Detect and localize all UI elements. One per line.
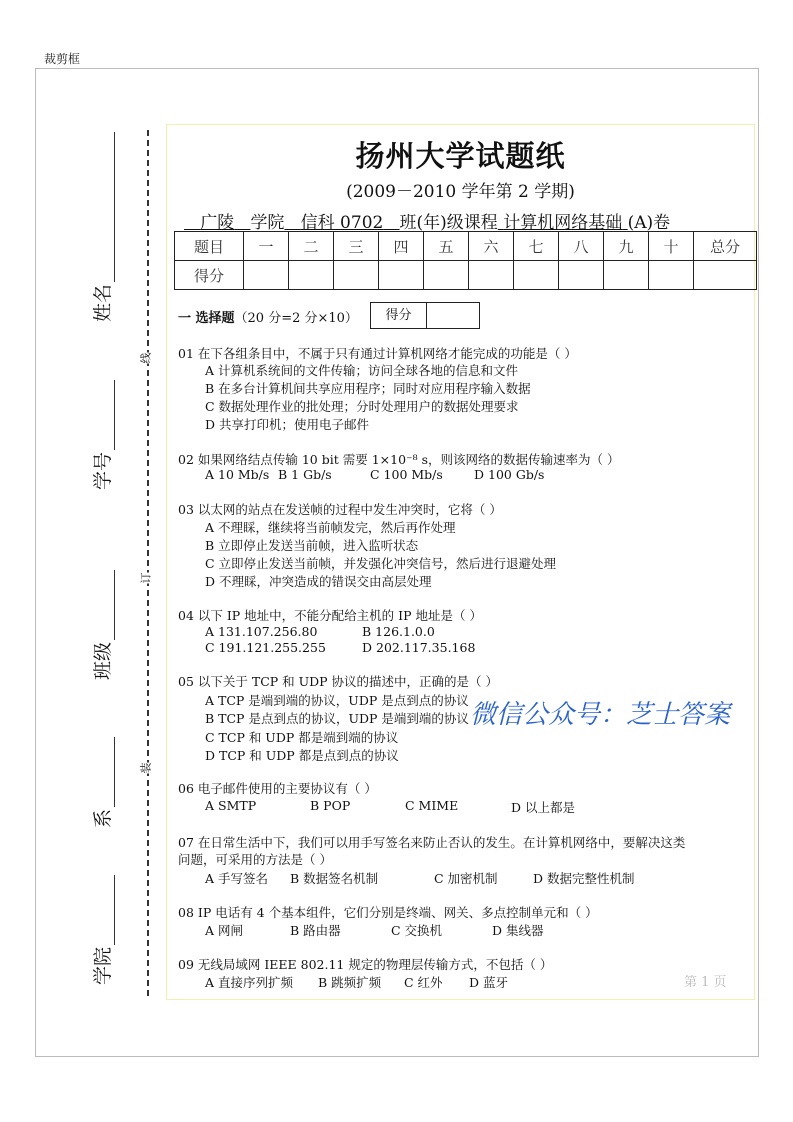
score-cell [289, 261, 334, 290]
course-value: 计算机网络基础 [503, 213, 623, 233]
section-title: 一 选择题 [178, 311, 235, 326]
question-stem: 01 在下各组条目中，不属于只有通过计算机网络才能完成的功能是（ ） [178, 346, 577, 361]
binding-mark-zhuang: 装 [139, 762, 153, 774]
blank [114, 380, 115, 450]
score-label: 得分 [371, 303, 427, 328]
binding-field-college [88, 875, 115, 985]
answer-option: A 10 Mb/s [205, 467, 270, 482]
answer-option: C MIME [405, 798, 459, 813]
answer-option: A 不理睬，继续将当前帧发完，然后再作处理 [205, 520, 456, 535]
answer-option: C 交换机 [391, 923, 443, 938]
answer-option: C 红外 [404, 975, 443, 990]
score-table-header-row [175, 232, 757, 261]
question-stem: 08 IP 电话有 4 个基本组件，它们分别是终端、网关、多点控制单元和（ ） [178, 905, 598, 920]
answer-option: B 1 Gb/s [278, 467, 332, 482]
score-cell [424, 261, 469, 290]
score-table-header: 题目 [175, 232, 244, 261]
college-label: 学院 [250, 213, 285, 233]
binding-field-name [88, 132, 115, 322]
answer-option: D 202.117.35.168 [362, 640, 476, 655]
answer-option: B 立即停止发送当前帧，进入监听状态 [205, 538, 419, 553]
score-cell [694, 261, 757, 290]
answer-option: D 共享打印机；使用电子邮件 [205, 417, 369, 432]
score-cell [604, 261, 649, 290]
answer-option: C 立即停止发送当前帧，并发强化冲突信号，然后进行退避处理 [205, 556, 557, 571]
score-table-header: 十 [649, 232, 694, 261]
label: 学院 [92, 946, 114, 985]
label: 姓名 [92, 283, 114, 322]
answer-option: A 直接序列扩频 [205, 975, 294, 990]
answer-option: A 131.107.256.80 [205, 624, 318, 639]
answer-option: C 100 Mb/s [370, 467, 443, 482]
question-stem-continued: 问题，可采用的方法是（ ） [178, 852, 332, 867]
answer-option: A TCP 是端到端的协议，UDP 是点到点的协议 [205, 693, 469, 708]
answer-option: B 在多台计算机间共享应用程序；同时对应用程序输入数据 [205, 381, 531, 396]
score-cell [559, 261, 604, 290]
answer-option: D 数据完整性机制 [533, 871, 635, 886]
answer-option: C TCP 和 UDP 都是端到端的协议 [205, 730, 399, 745]
question-stem: 03 以太网的站点在发送帧的过程中发生冲突时，它将（ ） [178, 502, 502, 517]
section-heading [178, 307, 358, 326]
class-value: 信科 0702 [300, 213, 384, 233]
answer-option: C 加密机制 [434, 871, 498, 886]
section-score-box [370, 302, 480, 329]
score-table [174, 231, 757, 290]
blank [114, 132, 115, 282]
score-cell [244, 261, 289, 290]
score-table-header: 六 [469, 232, 514, 261]
watermark: 微信公众号：芝士答案 [470, 700, 731, 730]
score-table-header: 九 [604, 232, 649, 261]
binding-mark-ding: 订 [139, 572, 153, 584]
score-cell [514, 261, 559, 290]
binding-field-student-id [88, 380, 115, 490]
score-table-header: 七 [514, 232, 559, 261]
binding-mark-xian: 线 [139, 352, 153, 364]
score-table-score-row [175, 261, 757, 290]
answer-option: A SMTP [205, 798, 257, 813]
answer-option: B 数据签名机制 [290, 871, 379, 886]
class-label: 班(年)级课程 [399, 213, 498, 233]
answer-option: B TCP 是点到点的协议，UDP 是端到端的协议 [205, 711, 469, 726]
question-stem: 07 在日常生活中下，我们可以用手写签名来防止否认的发生。在计算机网络中，要解决这类 [178, 835, 686, 850]
score-cell [379, 261, 424, 290]
crop-frame-label: 裁剪框 [44, 52, 81, 66]
answer-option: D 蓝牙 [469, 975, 508, 990]
score-table-header: 八 [559, 232, 604, 261]
score-table-header: 二 [289, 232, 334, 261]
answer-option: D 集线器 [492, 923, 544, 938]
binding-field-class [88, 570, 115, 680]
answer-option: D 100 Gb/s [474, 467, 545, 482]
college-value: 广陵 [200, 213, 235, 233]
answer-option: D 以上都是 [511, 800, 575, 815]
score-table-header: 总分 [694, 232, 757, 261]
answer-option: B 路由器 [290, 923, 341, 938]
answer-option: B 126.1.0.0 [362, 624, 435, 639]
page-number: 第 1 页 [684, 975, 727, 990]
answer-option: B 跳频扩频 [318, 975, 382, 990]
answer-option: D TCP 和 UDP 都是点到点的协议 [205, 748, 399, 763]
question-stem: 05 以下关于 TCP 和 UDP 协议的描述中，正确的是（ ） [178, 674, 499, 689]
score-row-label: 得分 [175, 261, 244, 290]
label: 学号 [92, 451, 114, 490]
answer-option: B POP [310, 798, 351, 813]
question-stem: 02 如果网络结点传输 10 bit 需要 1×10⁻⁸ s，则该网络的数据传输速率为（ ） [178, 452, 620, 467]
answer-option: A 网闸 [205, 923, 244, 938]
binding-field-department [88, 737, 115, 828]
semester: (2009－2010 学年第 2 学期) [346, 182, 575, 202]
blank [114, 570, 115, 640]
question-stem: 09 无线局域网 IEEE 802.11 规定的物理层传输方式，不包括（ ） [178, 957, 553, 972]
answer-option: A 手写签名 [205, 871, 269, 886]
course-line [184, 208, 670, 233]
section-points: （20 分=2 分×10） [234, 311, 358, 326]
score-cell [334, 261, 379, 290]
paper-label: (A)卷 [627, 213, 671, 233]
score-cell [469, 261, 514, 290]
score-table-header: 五 [424, 232, 469, 261]
binding-dashed-line [147, 130, 149, 996]
answer-option: A 计算机系统间的文件传输；访问全球各地的信息和文件 [205, 363, 519, 378]
question-stem: 06 电子邮件使用的主要协议有（ ） [178, 781, 377, 796]
score-table-header: 四 [379, 232, 424, 261]
label: 班级 [92, 641, 114, 680]
score-table-header: 一 [244, 232, 289, 261]
answer-option: C 数据处理作业的批处理；分时处理用户的数据处理要求 [205, 399, 519, 414]
score-cell [649, 261, 694, 290]
question-stem: 04 以下 IP 地址中，不能分配给主机的 IP 地址是（ ） [178, 608, 482, 623]
blank [114, 737, 115, 807]
score-table-header: 三 [334, 232, 379, 261]
answer-option: D 不理睬，冲突造成的错误交由高层处理 [205, 574, 432, 589]
answer-option: C 191.121.255.255 [205, 640, 326, 655]
page-title: 扬州大学试题纸 [355, 139, 566, 173]
blank [114, 875, 115, 945]
label: 系 [92, 808, 114, 828]
